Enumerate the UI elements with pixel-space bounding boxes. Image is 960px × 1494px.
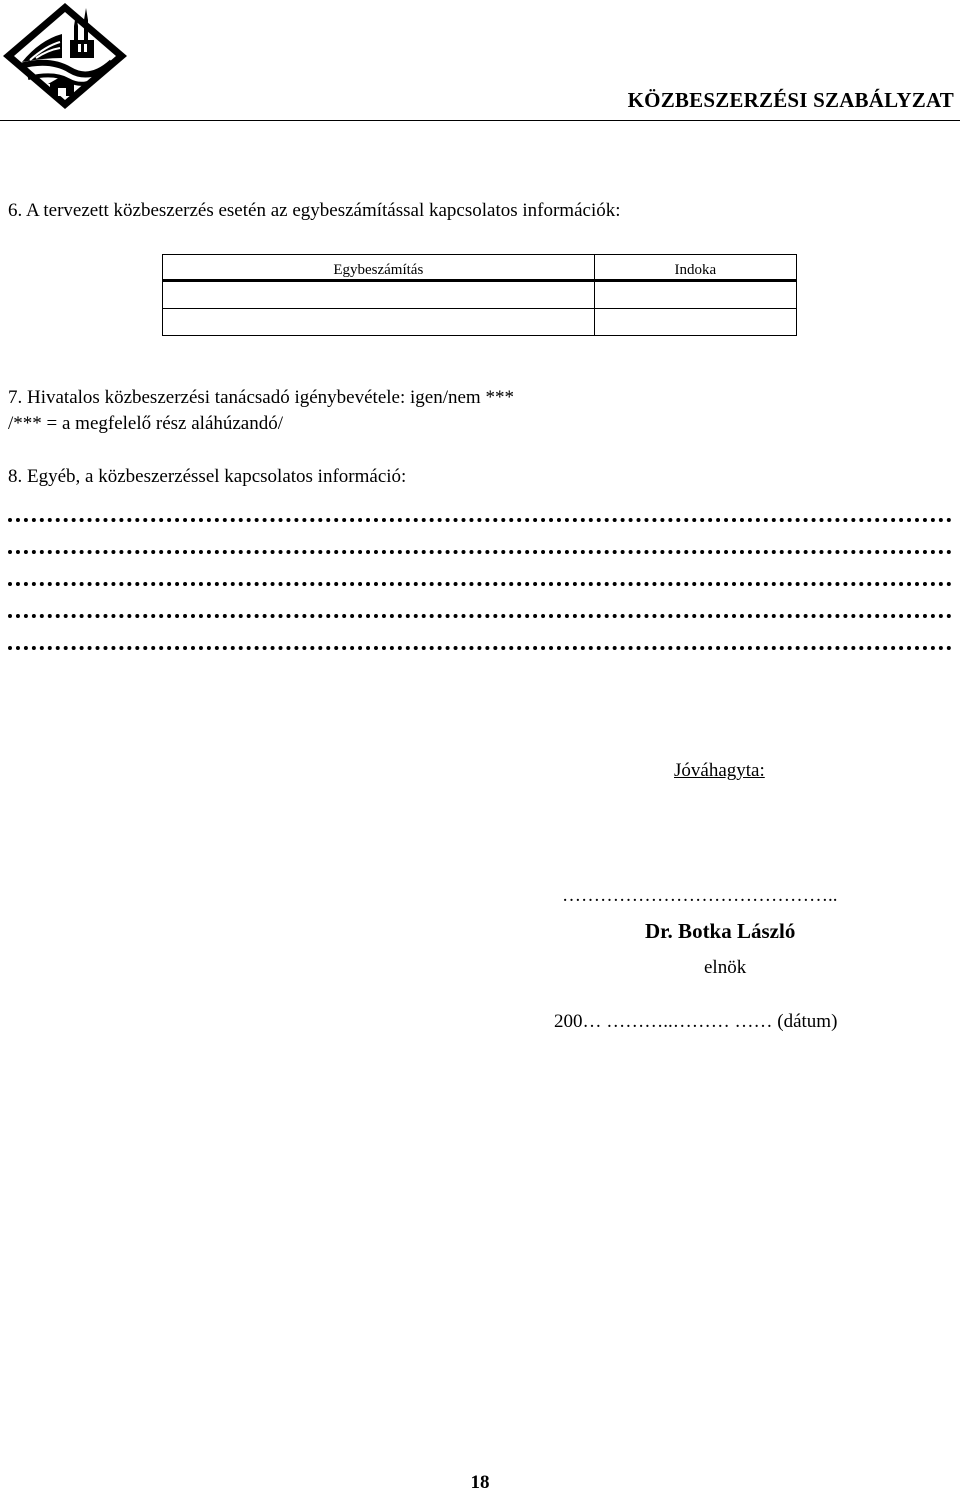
signer-role: elnök [704,957,747,978]
header-divider [0,120,960,121]
table-header-row [163,255,797,281]
section-7-line-1: 7. Hivatalos közbeszerzési tanácsadó igénybevétele: igen/nem *** [8,387,514,408]
dotted-fill-line [8,498,952,522]
document-title: KÖZBESZERZÉSI SZABÁLYZAT [627,88,954,112]
consolidation-table [162,254,797,336]
dotted-fill-line [8,626,952,650]
dotted-fill-line [8,562,952,586]
table-cell [163,281,595,309]
dotted-fill-line [8,530,952,554]
dotted-fill-line [8,594,952,618]
approval-label: Jóváhagyta: [674,760,765,781]
section-8-heading: 8. Egyéb, a közbeszerzéssel kapcsolatos információ: [8,466,407,487]
table-row [163,309,797,336]
column-header-reason: Indoka [594,255,796,281]
table-row [163,281,797,309]
section-6-heading: 6. A tervezett közbeszerzés esetén az egybeszámítással kapcsolatos információk: [8,200,621,221]
date-line: 200… ………..……… …… (dátum) [554,1011,838,1032]
city-logo [0,0,130,112]
column-header-consolidation: Egybeszámítás [163,255,595,281]
signer-name: Dr. Botka László [645,919,796,943]
table-cell [594,281,796,309]
table-cell [594,309,796,336]
table-cell [163,309,595,336]
section-7-line-2: /*** = a megfelelő rész aláhúzandó/ [8,413,284,434]
page-number: 18 [470,1472,490,1493]
signature-line: …………………………………….. [562,885,838,906]
